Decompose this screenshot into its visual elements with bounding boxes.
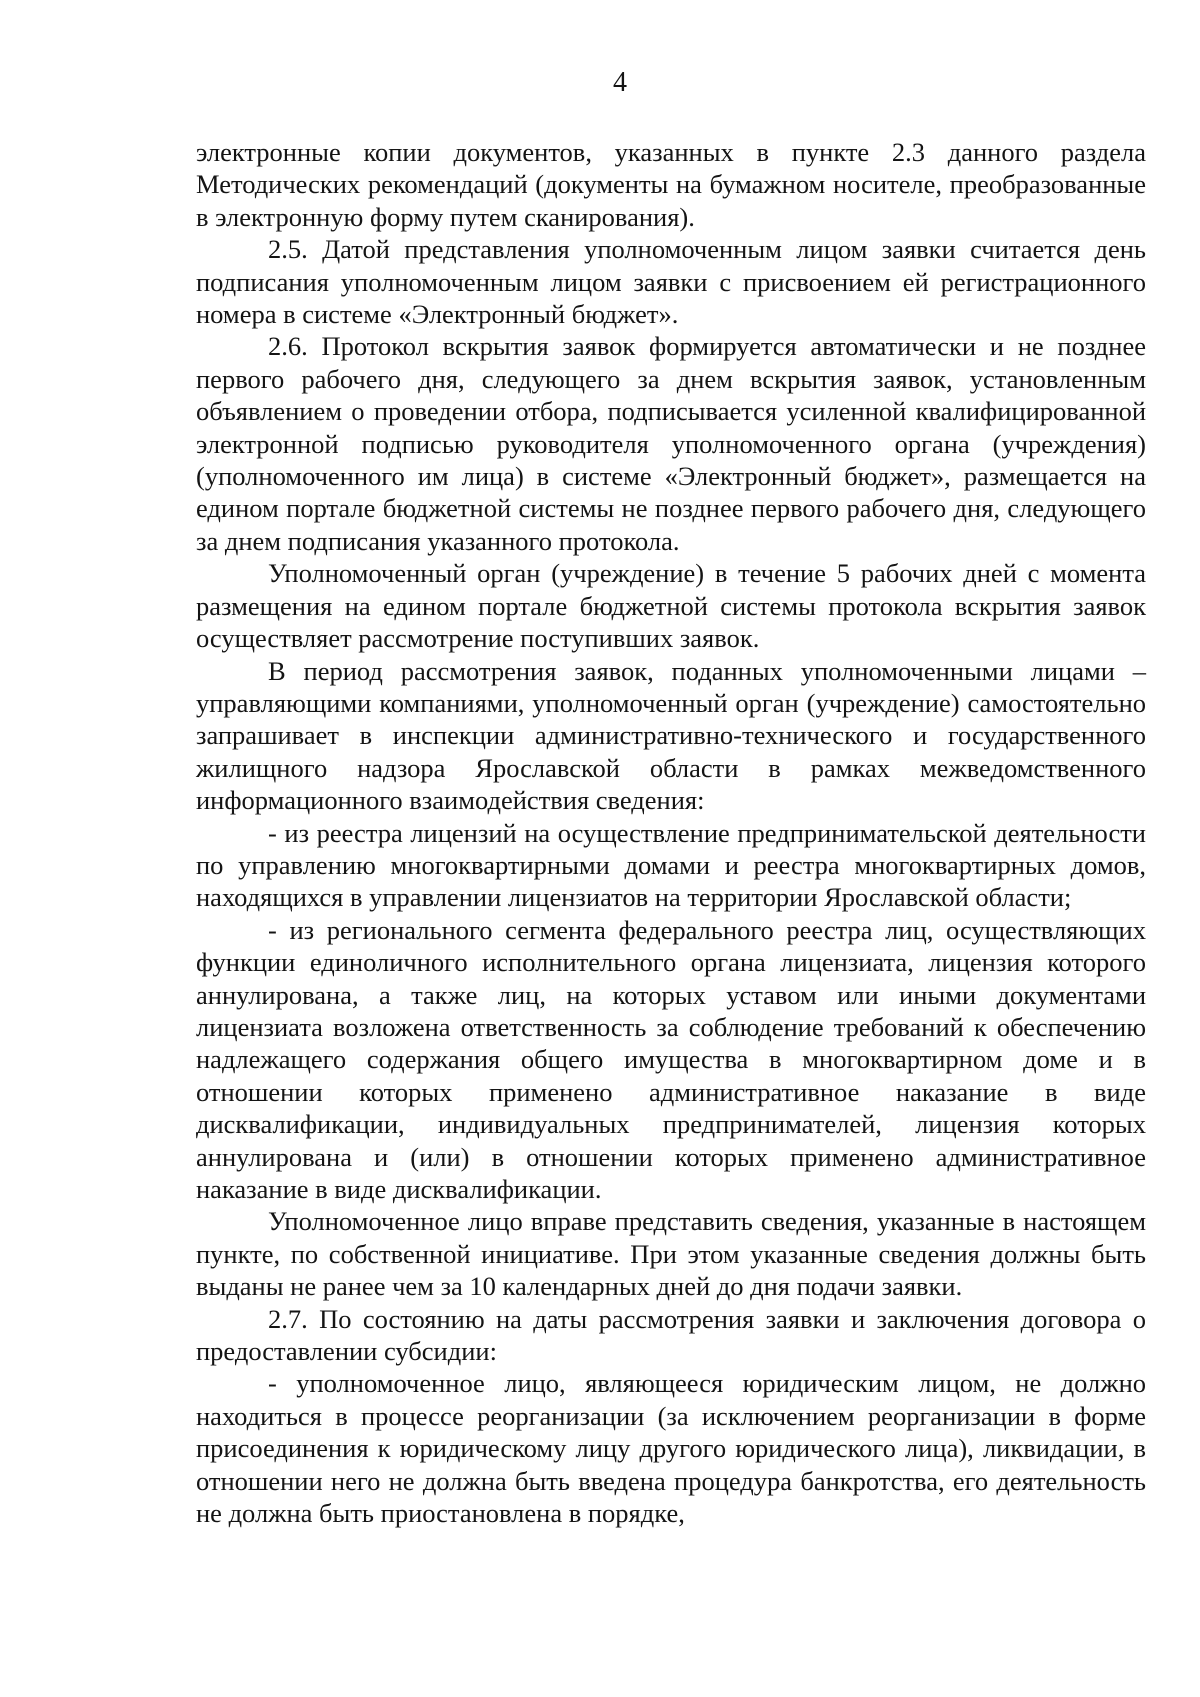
paragraph: 2.7. По состоянию на даты рассмотрения заявки и заключения договора о предоставлении субсидии: (196, 1303, 1146, 1367)
paragraph: Уполномоченное лицо вправе представить сведения, указанные в настоящем пункте, по собственной инициативе. При этом указанные сведения должны быть выданы не ранее чем за 10 календарных дней до дня подачи заявки. (196, 1206, 1146, 1302)
paragraph: - из реестра лицензий на осуществление предпринимательской деятельности по управлению многоквартирными домами и реестра многоквартирных домов, находящихся в управлении лицензиатов на территории Ярославской области; (196, 817, 1146, 913)
paragraph: - из регионального сегмента федерального реестра лиц, осуществляющих функции единоличного исполнительного органа лицензиата, лицензия которого аннулирована, а также лиц, на которых уставом или иными документами лицензиата возложена ответственность за соблюдение требований к обеспечению надлежащего содержания общего имущества в многоквартирном доме и в отношении которых применено административное наказание в виде дисквалификации, индивидуальных предпринимателей, лицензия которых аннулирована и (или) в отношении которых применено административное наказание в виде дисквалификации. (196, 914, 1146, 1204)
document-body (196, 136, 1146, 1529)
paragraph: 2.6. Протокол вскрытия заявок формируется автоматически и не позднее первого рабочего дня, следующего за днем вскрытия заявок, установленным объявлением о проведении отбора, подписывается усиленной квалифицированной электронной подписью руководителя уполномоченного органа (учреждения) (уполномоченного им лица) в системе «Электронный бюджет», размещается на едином портале бюджетной системы не позднее первого рабочего дня, следующего за днем подписания указанного протокола. (196, 331, 1146, 556)
page-number: 4 (613, 67, 627, 98)
paragraph: 2.5. Датой представления уполномоченным лицом заявки считается день подписания уполномоченным лицом заявки с присвоением ей регистрационного номера в системе «Электронный бюджет». (196, 234, 1146, 330)
paragraph: электронные копии документов, указанных в пункте 2.3 данного раздела Методических рекомендаций (документы на бумажном носителе, преобразованные в электронную форму путем сканирования). (196, 137, 1146, 232)
paragraph: В период рассмотрения заявок, поданных уполномоченными лицами – управляющими компаниями, уполномоченный орган (учреждение) самостоятельно запрашивает в инспекции административно-технического и государственного жилищного надзора Ярославской области в рамках межведомственного информационного взаимодействия сведения: (196, 655, 1146, 816)
paragraph: Уполномоченный орган (учреждение) в течение 5 рабочих дней с момента размещения на едином портале бюджетной системы протокола вскрытия заявок осуществляет рассмотрение поступивших заявок. (196, 558, 1146, 654)
paragraph: - уполномоченное лицо, являющееся юридическим лицом, не должно находиться в процессе реорганизации (за исключением реорганизации в форме присоединения к юридическому лицу другого юридического лица), ликвидации, в отношении него не должна быть введена процедура банкротства, его деятельность не должна быть приостановлена в порядке, (196, 1368, 1146, 1529)
